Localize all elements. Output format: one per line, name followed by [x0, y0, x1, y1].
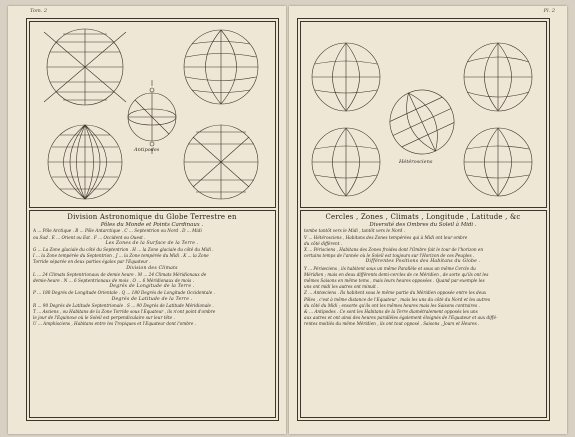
- legend-line: Y ... Périœciens , ils habitent sous un même Parallèle et sous un même Cercle du: [304, 265, 476, 271]
- right-page-header: Pl. 2: [543, 8, 555, 14]
- legend-line: tombe tantôt vers le Midi , tantôt vers le Nord .: [304, 228, 405, 234]
- legend-line: uns ont midi les autres ont minuit .: [304, 284, 379, 290]
- legend-line: P ... 180 Degrés de Longitude Orientale . Q ... 180 Degrés de Longitude Occidentale .: [33, 290, 215, 296]
- legend-line: I ... la Zone tempérée du Septentrion . J ... la Zone tempérée du Midi . K ... la Zone: [33, 253, 209, 259]
- legend-line: U ... Amphisciens , Habitans entre les Tropiques et l'Equateur dont l'ombre .: [33, 321, 197, 327]
- left-page: [8, 6, 286, 434]
- legend-line: du côté du Midi ; ensorte qu'ils ont les mêmes heures mais les Saisons contraires .: [304, 302, 480, 308]
- left-page-header: Tom. 2: [30, 8, 48, 14]
- antipodes-globe-drawing: [128, 80, 176, 154]
- right-title: Cercles , Zones , Climats , Longitude , Latitude , &c: [325, 213, 521, 221]
- antipodes-caption: Antipodes: [134, 147, 160, 153]
- legend-line: mêmes Saisons en même tems , mais leurs heures opposées . Quand par exemple les: [304, 277, 485, 283]
- left-legend: [33, 213, 271, 328]
- climates-globe-drawing: [48, 125, 122, 199]
- legend-line: aux autres et ont ainsi des heures parallèles également éloignés de l'Equateur et aux diffé-: [304, 315, 498, 321]
- left-title: Division Astronomique du Globe Terrestre en: [67, 213, 237, 221]
- legend-line: R ... 90 Degrés de Latitude Septentrionale . S ... 90 Degrés de Latitude Méridionale .: [33, 302, 214, 308]
- right-subtitle: Diversité des Ombres du Soleil à Midi .: [369, 221, 477, 228]
- legend-line: Méridien ; mais en deux différents demi-cercles de ce Méridien , de sorte qu'ils ont les: [304, 271, 489, 277]
- legend-line: V ... Hétérosciens , Habitans des Zones tempérées qui à Midi ont leur ombre: [304, 234, 468, 240]
- heteroscians-globe-drawing: [379, 79, 464, 164]
- zones-globe-drawing: [44, 29, 126, 105]
- section-heading: Les Zones de la Surface de la Terre .: [105, 240, 199, 246]
- legend-line: G ... La Zone glaciale du côté du Septentrion . H ... la Zone glaciale du côté du Midi .: [33, 246, 214, 252]
- section-heading: Degrés de Latitude de la Terre .: [111, 296, 193, 302]
- section-heading: Division des Climats: [126, 265, 178, 271]
- legend-line: rentes moitiés du même Méridien , ils ont tout opposé , Saisons , Jours et Heures .: [304, 321, 480, 327]
- section-heading: Différentes Positions des Habitans du Globe .: [365, 259, 481, 265]
- legend-line: Z ... Antœciens . Ils habitent sous le même partie du Méridien opposée entre les deux: [304, 290, 487, 296]
- legend-line: Torride séparée en deux parties égales par l'Equateur .: [33, 259, 151, 265]
- legend-line: T ... Asciens , ou Habitans de la Zone Torride sous l'Equateur , ils n'ont point d'ombre: [33, 308, 216, 314]
- periscians-globe-drawing: [464, 43, 532, 111]
- legend-line: & ... Antipodes . Ce sont les Habitans de la Terre diamétralement opposés les uns: [304, 308, 478, 314]
- left-subtitle: Pôles du Monde et Points Cardinaux .: [100, 221, 204, 228]
- ascians-globe-drawing: [464, 128, 532, 196]
- right-legend: [304, 213, 542, 328]
- periecians-globe-drawing: [312, 43, 380, 111]
- heteroscians-caption: Hétérosciens: [399, 159, 433, 165]
- legend-line: L ... 24 Climats Septentrionaux de demie heure . M ... 24 Climats Méridionaux de: [33, 271, 207, 277]
- latitude-globe-drawing: [184, 125, 258, 199]
- legend-line: Pôles , c'est à même distance de l'Equateur , mais les uns du côté du Nord et les autres: [304, 296, 491, 302]
- legend-line: demie-heure . N ... 6 Septentrionaux de mois . O ... 6 Méridionaux de mois .: [33, 277, 194, 283]
- longitude-globe-drawing: [184, 30, 258, 104]
- legend-line: le jour de l'Equinoxe où le Soleil est perpendiculaire sur leur tête .: [33, 315, 175, 321]
- antecians-globe-drawing: [312, 128, 380, 196]
- right-plate-illustration: [301, 22, 544, 205]
- left-plate-illustration: [30, 22, 273, 205]
- right-page: [289, 6, 567, 434]
- legend-line: A ... Pôle Arctique . B ... Pôle Antarctique . C ... Septentrion ou Nord . D ... Midi: [33, 228, 202, 234]
- legend-line: ou Sud . E ... Orient ou Est . F ... Occident ou Ouest .: [33, 234, 146, 240]
- section-heading: Degrés de Longitude de la Terre .: [109, 284, 195, 290]
- legend-line: certains temps de l'année où le Soleil est toujours sur l'Horizon de ces Peuples .: [304, 253, 475, 259]
- legend-line: du côté différent .: [304, 240, 343, 246]
- legend-line: X ... Périsciens , Habitans des Zones froides dont l'Ombre fait le tour de l'horizon en: [304, 246, 484, 252]
